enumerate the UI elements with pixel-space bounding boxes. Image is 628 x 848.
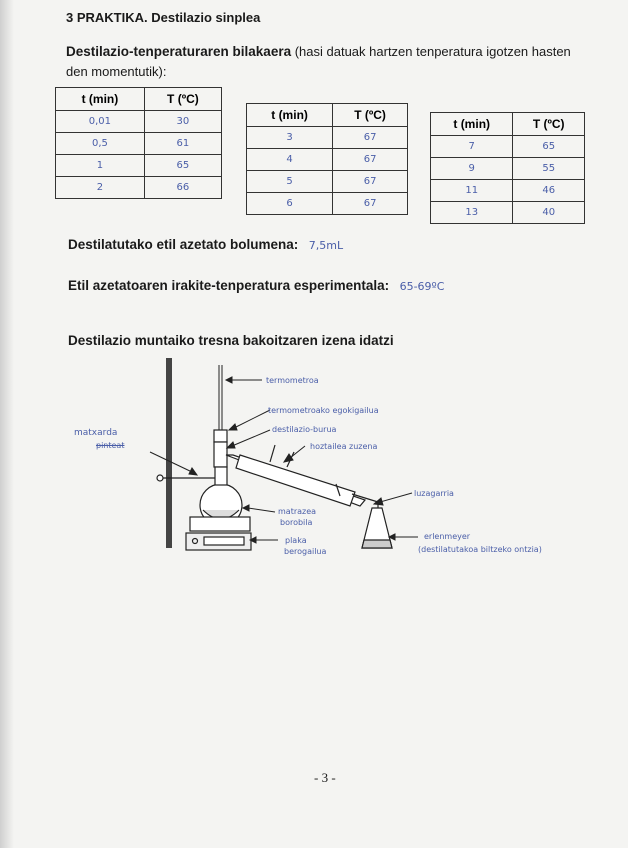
- time-cell: 9: [431, 158, 513, 180]
- temperature-cell: 66: [144, 177, 221, 199]
- table-header-temp: T (ºC): [144, 88, 221, 111]
- time-cell: 4: [247, 149, 333, 171]
- volume-value: 7,5mL: [308, 239, 344, 252]
- table-header-temp: T (ºC): [333, 104, 408, 127]
- time-cell: 7: [431, 136, 513, 158]
- time-cell: 0,5: [56, 133, 145, 155]
- page-title: 3 PRAKTIKA. Destilazio sinplea: [66, 10, 261, 25]
- label-condenser: hoztailea zuzena: [310, 442, 378, 451]
- temperature-cell: 67: [333, 149, 408, 171]
- time-cell: 11: [431, 180, 513, 202]
- stand-rod: [166, 358, 172, 548]
- label-erlenmeyer-note: (destilatutakoa biltzeko ontzia): [418, 545, 542, 554]
- label-thermometer: termometroa: [266, 376, 319, 385]
- label-plate: plaka: [285, 536, 307, 545]
- time-cell: 0,01: [56, 111, 145, 133]
- time-cell: 3: [247, 127, 333, 149]
- temperature-cell: 61: [144, 133, 221, 155]
- time-cell: 5: [247, 171, 333, 193]
- condenser: [236, 455, 355, 506]
- label-clamp-crossed: pinteat: [96, 441, 125, 450]
- temperature-cell: 40: [513, 202, 585, 224]
- table-header-time: t (min): [247, 104, 333, 127]
- time-cell: 1: [56, 155, 145, 177]
- heating-mantle: [190, 517, 250, 531]
- boiling-point-line: Etil azetatoaren irakite-tenperatura esperimentala: 65-69ºC: [68, 278, 445, 293]
- temperature-cell: 30: [144, 111, 221, 133]
- section-temperature-heading: Destilazio-tenperaturaren bilakaera (hasi datuak hartzen tenperatura igotzen hasten: [66, 44, 571, 59]
- label-thermometer-holder: termometroako egokigailua: [268, 406, 379, 415]
- label-flask: matrazea: [278, 507, 317, 516]
- time-cell: 2: [56, 177, 145, 199]
- temperature-cell: 65: [513, 136, 585, 158]
- label-adapter: luzagarria: [414, 489, 454, 498]
- section-temperature-heading-cont: den momentutik):: [66, 64, 167, 79]
- label-flask-2: borobila: [280, 518, 313, 527]
- temperature-cell: 55: [513, 158, 585, 180]
- label-erlenmeyer: erlenmeyer: [424, 532, 471, 541]
- apparatus-heading: Destilazio muntaiko tresna bakoitzaren izena idatzi: [68, 333, 394, 348]
- temperature-cell: 67: [333, 127, 408, 149]
- temperature-cell: 67: [333, 171, 408, 193]
- label-plate-2: berogailua: [284, 547, 327, 556]
- boiling-point-value: 65-69ºC: [399, 280, 445, 293]
- temperature-cell: 67: [333, 193, 408, 215]
- page-number: - 3 -: [314, 770, 336, 785]
- table-header-time: t (min): [431, 113, 513, 136]
- time-cell: 13: [431, 202, 513, 224]
- table-header-time: t (min): [56, 88, 145, 111]
- temperature-cell: 46: [513, 180, 585, 202]
- temperature-cell: 65: [144, 155, 221, 177]
- still-head: [214, 442, 227, 467]
- time-cell: 6: [247, 193, 333, 215]
- table-header-temp: T (ºC): [513, 113, 585, 136]
- label-distillation-head: destilazio-burua: [272, 425, 337, 434]
- volume-line: Destilatutako etil azetato bolumena: 7,5mL: [68, 237, 344, 252]
- label-clamp: matxarda: [74, 428, 118, 438]
